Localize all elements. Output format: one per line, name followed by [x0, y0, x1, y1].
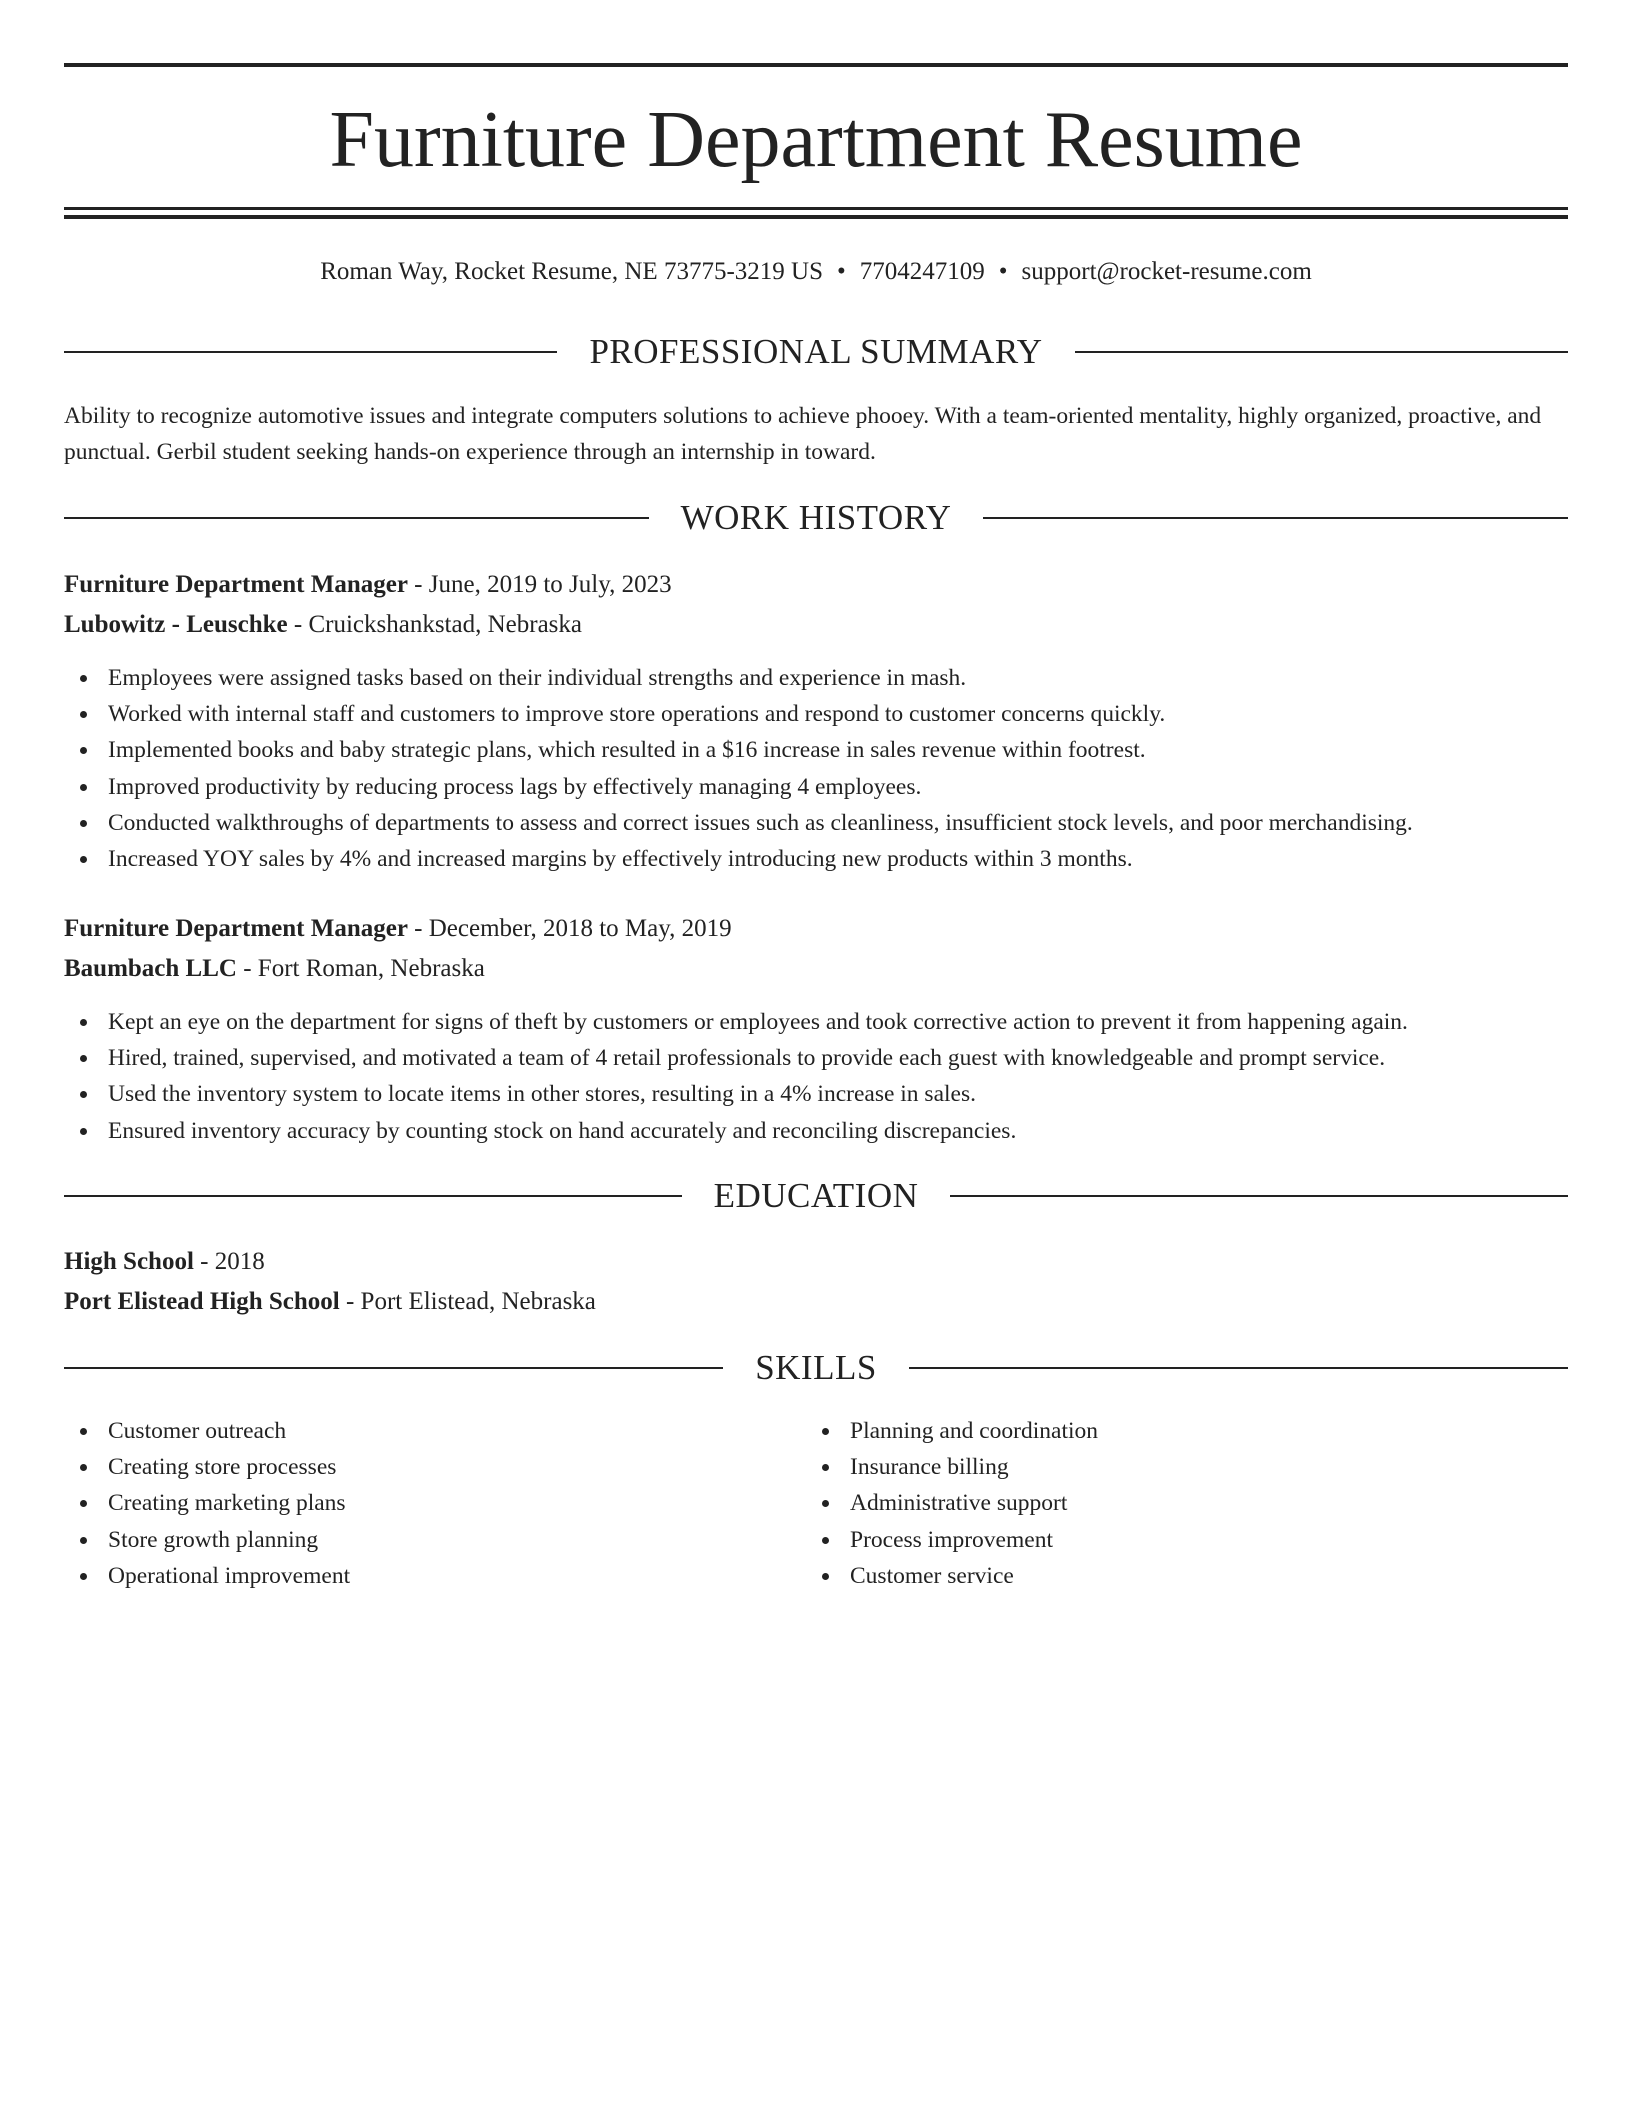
- list-item: Customer service: [806, 1558, 1632, 1594]
- page-title: Furniture Department Resume: [329, 96, 1303, 184]
- job-location: - Fort Roman, Nebraska: [236, 955, 485, 982]
- list-item: Hired, trained, supervised, and motivated a team of 4 retail professionals to provide each guest with knowledgeable and prompt service.: [64, 1040, 1568, 1076]
- list-item: Administrative support: [806, 1485, 1632, 1521]
- job-dates: - December, 2018 to May, 2019: [407, 915, 732, 942]
- header-bottom-rule-second: [64, 215, 1568, 219]
- job-bullet-list: [64, 660, 1568, 877]
- job-bullet-list: [64, 1004, 1568, 1149]
- section-divider: [64, 351, 557, 353]
- section-divider: [64, 1367, 723, 1369]
- section-heading-skills: [64, 1346, 1568, 1390]
- list-item: Conducted walkthroughs of departments to assess and correct issues such as cleanliness, insufficient stock levels, and poor merchandising.: [64, 805, 1568, 841]
- education-school: Port Elistead High School: [64, 1288, 340, 1315]
- list-item: Kept an eye on the department for signs of theft by customers or employees and took corrective action to prevent it from happening again.: [64, 1004, 1568, 1040]
- education-school-line: [64, 1284, 1568, 1320]
- contact-line: [64, 254, 1568, 290]
- education-degree-line: [64, 1244, 1568, 1280]
- list-item: Store growth planning: [64, 1522, 1568, 1558]
- section-heading-work-history: [64, 496, 1568, 540]
- skills-list-right: [806, 1413, 1632, 1594]
- section-divider: [950, 1195, 1568, 1197]
- list-item: Customer outreach: [64, 1413, 1568, 1449]
- job-location: - Cruickshankstad, Nebraska: [287, 611, 583, 638]
- section-divider: [64, 517, 649, 519]
- list-item: Employees were assigned tasks based on their individual strengths and experience in mash.: [64, 660, 1568, 696]
- summary-text: Ability to recognize automotive issues and integrate computers solutions to achieve phooey. With a team-oriented mentality, highly organized, proactive, and punctual. Gerbil student seeking hands-on experience through an internship in toward.: [64, 403, 1542, 465]
- list-item: Implemented books and baby strategic plans, which resulted in a $16 increase in sales revenue within footrest.: [64, 732, 1568, 768]
- contact-phone: 7704247109: [859, 258, 985, 285]
- section-title: WORK HISTORY: [680, 498, 952, 537]
- list-item: Used the inventory system to locate items in other stores, resulting in a 4% increase in sales.: [64, 1076, 1568, 1112]
- job-dates: - June, 2019 to July, 2023: [407, 571, 672, 598]
- job-company-line: [64, 607, 1568, 643]
- list-item: Ensured inventory accuracy by counting stock on hand accurately and reconciling discrepancies.: [64, 1113, 1568, 1149]
- section-divider: [64, 1195, 682, 1197]
- list-item: Planning and coordination: [806, 1413, 1632, 1449]
- list-item: Insurance billing: [806, 1449, 1632, 1485]
- list-item: Increased YOY sales by 4% and increased margins by effectively introducing new products within 3 months.: [64, 841, 1568, 877]
- job-title: Furniture Department Manager: [64, 571, 408, 598]
- job-company: Lubowitz - Leuschke: [64, 611, 288, 638]
- section-divider: [909, 1367, 1568, 1369]
- list-item: Improved productivity by reducing process lags by effectively managing 4 employees.: [64, 769, 1568, 805]
- section-divider: [1075, 351, 1568, 353]
- education-degree: High School: [64, 1248, 194, 1275]
- job-title: Furniture Department Manager: [64, 915, 408, 942]
- contact-separator: •: [836, 258, 846, 285]
- job-company: Baumbach LLC: [64, 955, 237, 982]
- header-top-rule: [64, 63, 1568, 67]
- job-company-line: [64, 951, 1568, 987]
- list-item: Process improvement: [806, 1522, 1632, 1558]
- job-title-line: [64, 911, 1568, 947]
- section-title: SKILLS: [755, 1348, 877, 1387]
- education-location: - Port Elistead, Nebraska: [339, 1288, 596, 1315]
- job-title-line: [64, 567, 1568, 603]
- list-item: Creating store processes: [64, 1449, 1568, 1485]
- header-bottom-rule: [64, 207, 1568, 210]
- contact-email: support@rocket-resume.com: [1021, 258, 1312, 285]
- list-item: Creating marketing plans: [64, 1485, 1568, 1521]
- contact-separator: •: [998, 258, 1008, 285]
- section-divider: [983, 517, 1568, 519]
- section-heading-summary: [64, 330, 1568, 374]
- section-title: PROFESSIONAL SUMMARY: [589, 332, 1043, 371]
- list-item: Worked with internal staff and customers to improve store operations and respond to customer concerns quickly.: [64, 696, 1568, 732]
- contact-address: Roman Way, Rocket Resume, NE 73775-3219 US: [320, 258, 823, 285]
- list-item: Operational improvement: [64, 1558, 1568, 1594]
- education-year: - 2018: [193, 1248, 265, 1275]
- section-heading-education: [64, 1174, 1568, 1218]
- section-title: EDUCATION: [713, 1176, 919, 1215]
